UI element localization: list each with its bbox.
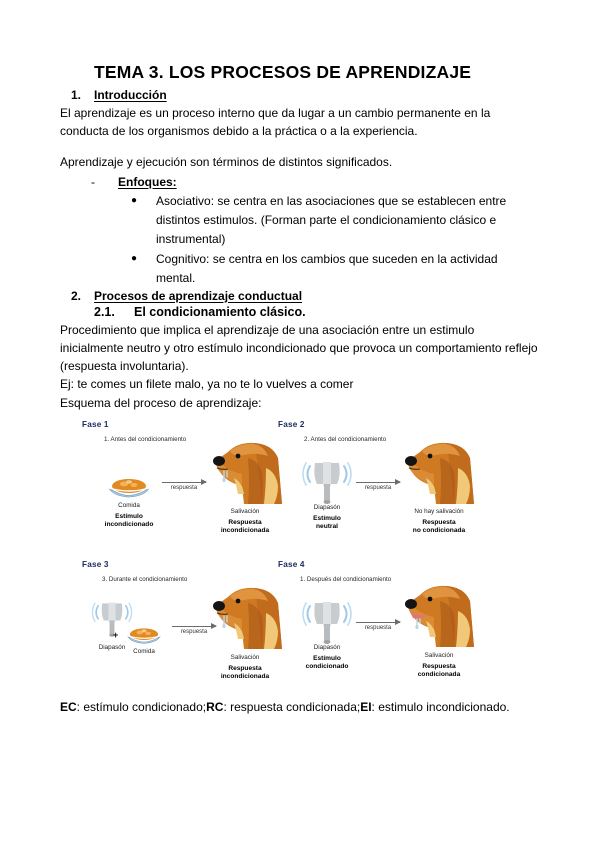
phase-4-response-caption: Salivación <box>424 651 454 659</box>
tuning-fork-icon <box>300 458 354 504</box>
phase-subtitle-4: 1. Después del condicionamiento <box>300 575 392 583</box>
diagram-phase-3 <box>82 560 287 696</box>
conditioning-diagram <box>82 420 502 692</box>
phase-4-stimulus <box>300 598 354 672</box>
phase-label-4: Fase 4 <box>278 559 305 569</box>
bullet-text-cognitivo: Cognitivo: se centra en los cambios que suceden en la actividad mental. <box>156 251 498 285</box>
legend-text-ec: : estímulo condicionado; <box>76 699 207 714</box>
phase-3-response-label-line2: incondicionada <box>220 673 270 681</box>
section-heading-2 <box>60 289 540 303</box>
diagram-phase-4 <box>278 560 483 696</box>
phase-1-response <box>204 438 286 536</box>
phase-1-stimulus-caption: Comida <box>118 501 140 509</box>
section-heading-1 <box>60 88 540 102</box>
diagram-phase-2 <box>278 420 483 556</box>
paragraph-ejemplo: Ej: te comes un filete malo, ya no te lo vuelves a comer <box>60 377 354 392</box>
legend-abbr-rc: RC <box>206 699 224 714</box>
subsection-title-condicionamiento-clasico: El condicionamiento clásico. <box>134 304 306 319</box>
section-number-1: 1. <box>71 88 82 102</box>
phase-2-response <box>396 438 482 536</box>
legend-abbr-ei: EI <box>360 699 372 714</box>
dog-salivating-icon <box>204 438 286 508</box>
phase-1-arrow-label: respuesta <box>170 484 198 491</box>
tuning-fork-icon <box>300 598 354 644</box>
bullet-dot-icon: ● <box>131 252 138 264</box>
phase-4-stimulus-caption: Diapasón <box>313 643 341 651</box>
phase-4-response-label-line2: condicionada <box>417 671 461 679</box>
phase-3-arrow-label: respuesta <box>180 628 208 635</box>
phase-1-stimulus-label-line2: incondicionado <box>104 521 154 529</box>
bullet-dot-icon: ● <box>131 194 138 206</box>
phase-3-response-caption: Salivación <box>230 653 260 661</box>
page-title: TEMA 3. LOS PROCESOS DE APRENDIZAJE <box>94 62 472 82</box>
phase-2-response-caption: No hay salivación <box>414 507 464 515</box>
section-title-introduccion: Introducción <box>94 88 167 102</box>
phase-3-stimulus-caption-right: Comida <box>133 647 155 655</box>
arrow-icon <box>356 482 400 483</box>
arrow-icon <box>356 622 400 623</box>
phase-3-response <box>204 582 286 682</box>
phase-subtitle-3: 3. Durante el condicionamiento <box>102 575 188 583</box>
phase-2-arrow-label: respuesta <box>364 484 392 491</box>
phase-1-response-label-line1: Respuesta <box>228 518 262 526</box>
bullet-text-asociativo: Asociativo: se centra en las asociaciones que se establecen entre distintos estimulos. (Forman parte el condicionamiento clásico e instrumental) <box>156 193 507 246</box>
paragraph-procedimiento: Procedimiento que implica el aprendizaje de una asociación entre un estimulo inicialmente neutro y otro estímulo incondicionado que provoca un comportamiento reflejo (respuesta involuntaria). <box>60 322 538 374</box>
paragraph-intro-definition: El aprendizaje es un proceso interno que da lugar a un cambio permanente en la conducta de los organismos debido a la práctica o a la experiencia. <box>60 106 491 139</box>
phase-label-1: Fase 1 <box>82 419 109 429</box>
phase-4-response-label-line1: Respuesta <box>422 662 456 670</box>
phase-1-response-caption: Salivación <box>230 507 260 515</box>
phase-4-arrow-label: respuesta <box>364 624 392 631</box>
paragraph-esquema-intro: Esquema del proceso de aprendizaje: <box>60 395 262 410</box>
legend-text-rc: : respuesta condicionada; <box>223 699 361 714</box>
phase-4-stimulus-label-line1: Estímulo <box>313 654 341 662</box>
bullet-item-asociativo <box>131 192 540 249</box>
phase-1-stimulus-label-line1: Estímulo <box>115 512 143 520</box>
phase-3-stimulus-caption-left: Diapasón <box>98 643 126 651</box>
phase-1-response-label-line2: incondicionada <box>220 527 270 535</box>
dash-item-enfoques <box>91 173 540 191</box>
phase-subtitle-1: 1. Antes del condicionamiento <box>104 435 187 443</box>
phase-label-2: Fase 2 <box>278 419 305 429</box>
phase-1-stimulus <box>100 472 158 530</box>
phase-2-response-label-line2: no condicionada <box>412 527 466 535</box>
dog-salivating-tongue-icon <box>396 580 482 652</box>
subsection-number-2-1: 2.1. <box>94 304 115 319</box>
phase-2-stimulus-label-line1: Estímulo <box>313 514 341 522</box>
legend-abbr-ec: EC <box>60 699 77 714</box>
dash-marker-icon: - <box>91 174 95 189</box>
subsection-heading-2-1 <box>60 305 540 319</box>
phase-3-response-label-line1: Respuesta <box>228 664 262 672</box>
dog-salivating-icon <box>204 582 286 654</box>
phase-subtitle-2: 2. Antes del condicionamiento <box>304 435 387 443</box>
phase-2-response-label-line1: Respuesta <box>422 518 456 526</box>
abbreviation-legend <box>60 700 540 714</box>
phase-3-stimulus-bowl <box>120 622 168 656</box>
food-bowl-icon <box>120 622 168 648</box>
phase-2-stimulus <box>300 458 354 532</box>
arrow-icon <box>162 482 206 483</box>
bullet-item-cognitivo <box>131 250 540 288</box>
phase-2-stimulus-caption: Diapasón <box>313 503 341 511</box>
plus-icon: + <box>113 629 119 640</box>
food-bowl-icon <box>100 472 158 502</box>
phase-2-stimulus-label-line2: neutral <box>316 523 338 531</box>
section-number-2: 2. <box>71 288 82 303</box>
phase-label-3: Fase 3 <box>82 559 109 569</box>
section-title-procesos: Procesos de aprendizaje conductual <box>94 288 303 303</box>
legend-text-ei: : estimulo incondicionado. <box>371 699 510 714</box>
phase-4-stimulus-label-line2: condicionado <box>305 663 349 671</box>
paragraph-intro-terminos: Aprendizaje y ejecución son términos de distintos significados. <box>60 155 393 170</box>
phase-4-response <box>396 580 482 680</box>
dog-not-salivating-icon <box>396 438 482 508</box>
dash-label-enfoques: Enfoques: <box>118 174 177 189</box>
diagram-phase-1 <box>82 420 287 556</box>
